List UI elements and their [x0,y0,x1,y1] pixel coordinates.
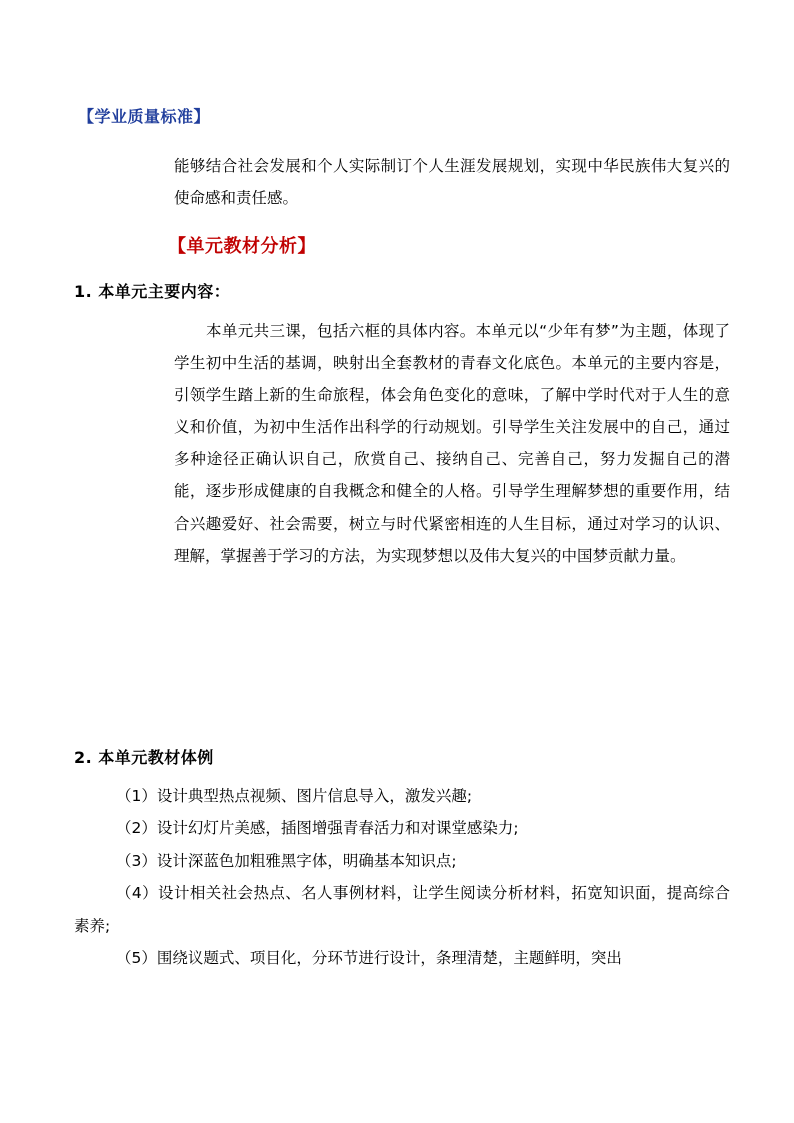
quality-standard-text: 能够结合社会发展和个人实际制订个人生涯发展规划，实现中华民族伟大复兴的使命感和责任感。 [174,157,730,208]
list-item: （1）设计典型热点视频、图片信息导入，激发兴趣; [116,787,473,805]
main-content-heading: 1. 本单元主要内容： [74,282,231,301]
list-item: （5）围绕议题式、项目化，分环节进行设计，条理清楚，主题鲜明，突出 [116,949,622,968]
list-item: （2）设计幻灯片美感，插图增强青春活力和对课堂感染力; [116,819,519,838]
material-analysis-heading: 【单元教材分析】 [168,236,316,257]
list-item: （3）设计深蓝色加粗雅黑字体，明确基本知识点; [116,851,457,870]
material-system-list [74,780,730,974]
quality-standard-heading: 【学业质量标准】 [78,107,211,126]
material-system-heading: 2. 本单元教材体例 [74,748,214,767]
main-content-text: 本单元共三课，包括六框的具体内容。本单元以“少年有梦”为主题，体现了学生初中生活的基调，映射出全套教材的青春文化底色。本单元的主要内容是，引领学生踏上新的生命旅程，体会角色变化的意味，了解中学时代对于人生的意义和价值，为初中生活作出科学的行动规划。引导学生关注发展中的自己，通过多种途径正确认识自己，欣赏自己、接纳自己、完善自己，努力发掘自己的潜能，逐步形成健康的自我概念和健全的人格。引导学生理解梦想的重要作用，结合兴趣爱好、社会需要，树立与时代紧密相连的人生目标，通过对学习的认识、理解，掌握善于学习的方法，为实现梦想以及伟大复兴的中国梦贡献力量。 [174,322,730,565]
list-item: （4）设计相关社会热点、名人事例材料，让学生阅读分析材料，拓宽知识面，提高综合素养; [74,884,730,935]
